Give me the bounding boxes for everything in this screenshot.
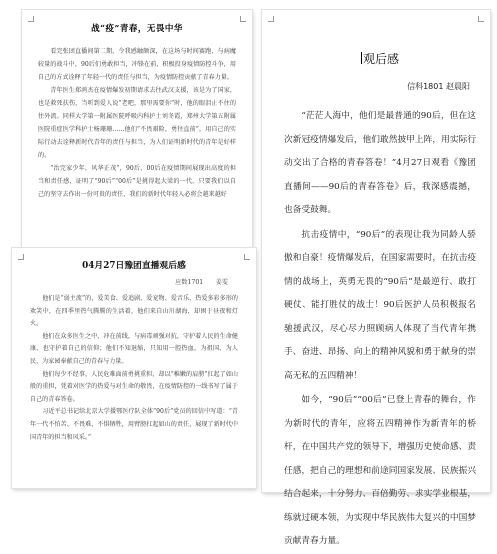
margin-mark-icon xyxy=(478,16,484,22)
margin-mark-icon xyxy=(268,16,274,22)
margin-mark-icon xyxy=(240,16,246,22)
margin-mark-icon xyxy=(28,16,34,22)
document-page-1 xyxy=(22,10,252,250)
paragraph: “茫茫人海中，他们是最普通的90后，但在这次新冠疫情爆发后，他们敢然披甲上阵，用实际行动交出了合格的青春答卷！”4月27日观看《豫团直播间——90后的青春答卷》后，我深感震撼，也备受鼓舞。 xyxy=(284,111,476,215)
page-title xyxy=(284,50,476,67)
margin-mark-icon xyxy=(18,254,24,260)
text-cursor xyxy=(361,52,362,64)
author-byline: 信科1801 赵晨阳 xyxy=(407,82,470,91)
document-page-2 xyxy=(12,248,256,488)
paragraph: 习近平总书记给北京大学援鄂医疗队全体“90后”党员的回信中写道：“青年一代不怕苦、不畏难、不惧牺牲，用臂膀扛起如山的责任，展现了新时代中国青年的担当和风采。” xyxy=(30,408,238,441)
paragraph: 看完张团直播间第二期，令我感触颇深，在这场与时间赛跑、与病魔较量的战斗中，90后们勇敢担当，冲锋在前，积极投身疫情防控斗争，用自己的方式诠释了年轻一代的责任与担当，为疫情防控贡献了青春力量。 xyxy=(38,48,236,81)
page-title-text: 观后感 xyxy=(362,52,399,66)
paragraph: 他们每少不经事，人民危难面前勇挑重担，却以“稚嫩的肩膀”扛起了如山般的重担，凭着对医学的热爱与对生命的敬畏，在疫情防控的一线书写了属于自己的青春答卷。 xyxy=(30,370,238,403)
paragraph: 他们在众多医生之中，冲在前线，与病毒顽强对抗，守护着人民的生命健康，也守护着自己的信仰；他们不知退缩，只知用一腔热血，为祖国、为人民、为家园奉献自己的青春与力量。 xyxy=(30,332,238,365)
author-byline: 应数1701 姜雯 xyxy=(175,279,228,286)
paragraph: 青年医生郑鸿杰在疫情爆发初期请求去往武汉支援，该是为了国家，也是救死扶伤，当听到爱人说“老吧，那里需要你”时，他的眼泪止不住的往外流。同样大学第一附属医院呼吸内科护士刘冬霞，郑州大学第五附属医院重症医学科护士杨珊珊……他们“不畏艰险，勇往直前”，用自己的实际行动去诠释新时代青年的责任与担当，为人们证明新时代的青年是好样的。 xyxy=(38,87,236,159)
paragraph: 抗击疫情中，“90后”的表现让我为同龄人骄傲和自豪！疫情爆发后，在国家需要时，在抗击疫情的战场上，英勇无畏的“90后”是最逆行、敢打硬仗、能打胜仗的战士！90后医护人员积极报名驰援武汉，尽心尽力照顾病人体现了当代青年携手、奋进、昂扬、向上的精神风貌和勇于献身的崇高无私的五四精神！ xyxy=(284,229,476,381)
page-title: 战“疫”青春，无畏中华 xyxy=(91,24,183,34)
paragraph: 他们是“弱主流”的，爱美食、爱追剧、爱宠物、爱音乐，热爱多彩多形的欢笑中，在四季里热气腾腾的生活着，他们来自山川湖海，却困于昼夜和灯火。 xyxy=(30,295,238,328)
paragraph: “治完家少年，风华正茂”，90后、00后在疫情期间展现出高度的担当和责任感，证明了“90后”“00后”是挑得起大梁的一代。只要我们以自己的坚守去作出一份可贵的责任，我们的新时代年轻人必将会越来越好 xyxy=(38,165,236,198)
paragraph: 如今，“90后”“00后”已登上青春的舞台，作为新时代的青年，应将五四精神作为新青年的桥杆，在中国共产党的领导下，增强历史使命感、责任感，把自己的理想和前途同国家发展、民族振兴结合起来，十分努力、百倍勤劳、求实学业根基，练就过硬本领，为实现中华民族伟大复兴的中国梦贡献青春力量。 xyxy=(284,395,476,546)
margin-mark-icon xyxy=(244,254,250,260)
page-title: 04月27日豫团直播观后感 xyxy=(82,261,186,271)
document-page-3 xyxy=(262,10,490,546)
